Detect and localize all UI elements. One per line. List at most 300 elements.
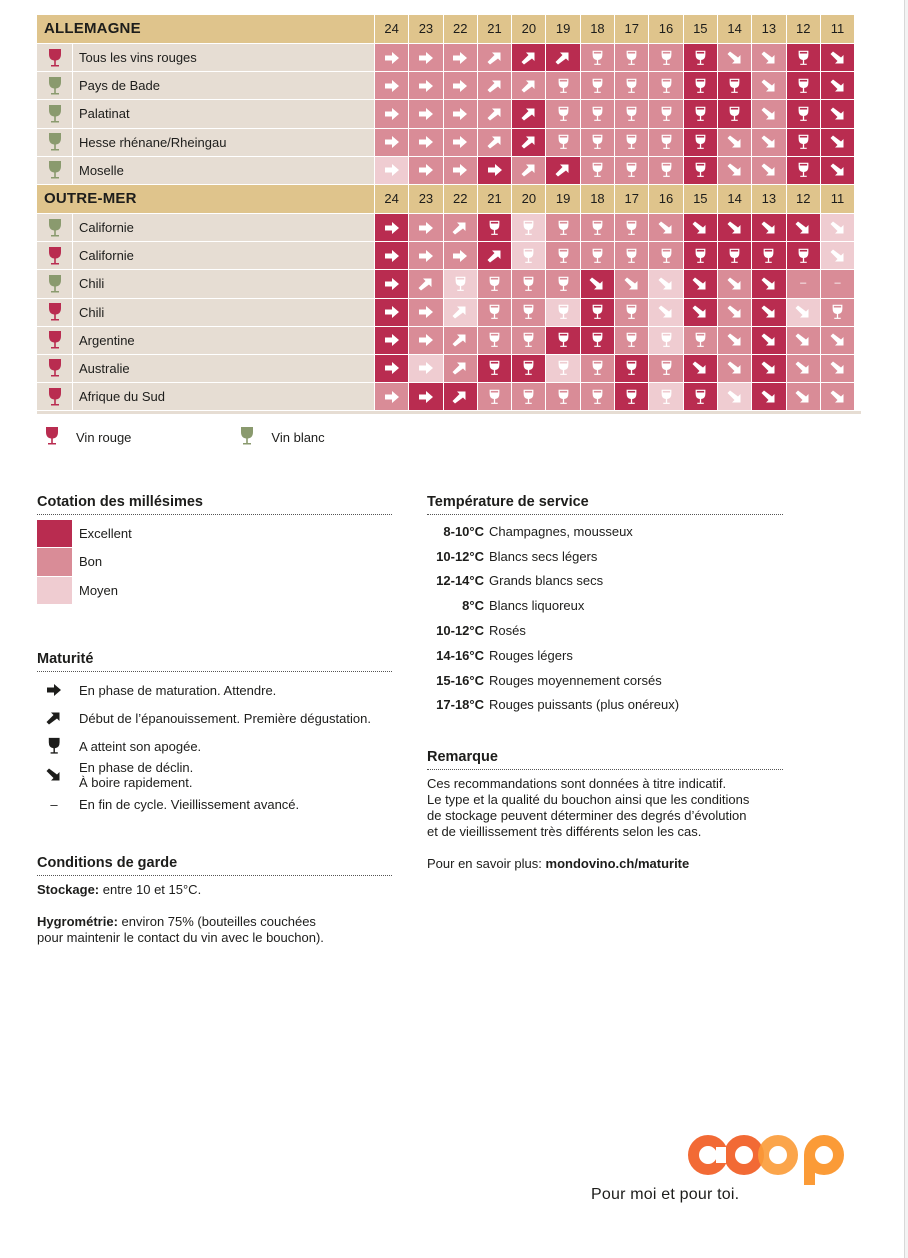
vintage-cell <box>718 72 751 99</box>
vintage-cell <box>409 383 442 410</box>
vintage-cell <box>787 214 820 241</box>
wine-glass-icon <box>625 133 638 151</box>
vintage-cell <box>718 100 751 127</box>
vintage-cell <box>409 157 442 184</box>
section-title: OUTRE-MER <box>37 185 374 213</box>
temperature-value: 10-12°C <box>436 623 484 639</box>
red-wine-glass-icon <box>44 426 60 449</box>
vintage-cell <box>444 100 477 127</box>
wine-glass-icon <box>488 303 501 321</box>
vintage-cell <box>581 383 614 410</box>
vintage-cell <box>581 72 614 99</box>
arrow-down-right-icon <box>657 275 675 293</box>
wine-glass-icon <box>797 77 810 95</box>
wine-glass-icon <box>557 275 570 293</box>
remarque-line: de stockage peuvent déterminer des degrés d’évolution <box>427 808 747 823</box>
vintage-cell <box>649 327 682 354</box>
vintage-cell <box>787 157 820 184</box>
legend-red-wine <box>44 426 131 449</box>
wine-glass-icon <box>694 77 707 95</box>
wine-glass-icon <box>557 77 570 95</box>
temperature-label: Rouges légers <box>489 647 573 663</box>
arrow-right-icon <box>417 247 435 265</box>
dash-icon: – <box>800 277 807 290</box>
maturite-item <box>37 676 392 704</box>
arrow-down-right-icon <box>760 49 778 67</box>
vintage-cell <box>615 129 648 156</box>
maturite-item <box>37 760 392 790</box>
vintage-cell <box>581 100 614 127</box>
wine-glass-icon <box>660 133 673 151</box>
vintage-cell <box>409 72 442 99</box>
year-header: 14 <box>718 185 751 213</box>
vintage-cell <box>375 214 408 241</box>
vintage-cell <box>478 214 511 241</box>
year-header: 23 <box>409 185 442 213</box>
table-row <box>37 100 861 127</box>
wine-glass-icon <box>557 331 570 349</box>
temperature-label: Rouges moyennement corsés <box>489 672 662 688</box>
region-name: Afrique du Sud <box>73 383 374 410</box>
vintage-cell <box>649 270 682 297</box>
legend-red-label: Vin rouge <box>76 430 132 445</box>
dash-icon: – <box>50 796 58 812</box>
temperature-item <box>427 618 783 643</box>
maturite-item <box>37 704 392 732</box>
arrow-down-right-icon <box>760 359 778 377</box>
arrow-down-right-icon <box>726 219 744 237</box>
temperature-label: Blancs liquoreux <box>489 598 585 614</box>
wine-glass-icon <box>557 388 570 406</box>
arrow-up-right-icon <box>486 49 504 67</box>
temperature-list <box>427 519 783 717</box>
arrow-down-right-icon <box>760 219 778 237</box>
temperature-label: Champagnes, mousseux <box>489 523 633 539</box>
vintage-cell <box>444 383 477 410</box>
wine-glass-icon <box>488 331 501 349</box>
vintage-cell <box>684 270 717 297</box>
year-header: 17 <box>615 15 648 43</box>
year-header: 16 <box>649 185 682 213</box>
wine-glass-icon <box>488 275 501 293</box>
year-header: 17 <box>615 185 648 213</box>
arrow-down-right-icon <box>760 388 778 406</box>
arrow-down-right-icon <box>794 359 812 377</box>
temperature-value: 8°C <box>462 598 484 614</box>
vintage-cell <box>512 72 545 99</box>
vintage-cell <box>821 129 854 156</box>
wine-glass-icon <box>660 388 673 406</box>
arrow-up-right-icon <box>417 275 435 293</box>
arrow-right-icon <box>451 161 469 179</box>
vintage-cell <box>375 72 408 99</box>
vintage-cell <box>546 270 579 297</box>
wine-glass-icon <box>591 219 604 237</box>
table-row <box>37 355 861 382</box>
vintage-cell <box>546 383 579 410</box>
arrow-down-right-icon <box>794 331 812 349</box>
vintage-cell <box>752 157 785 184</box>
year-header: 24 <box>375 185 408 213</box>
vintage-cell <box>684 383 717 410</box>
vintage-cell <box>512 44 545 71</box>
vintage-cell <box>444 270 477 297</box>
wine-glass-icon <box>797 133 810 151</box>
wine-glass-icon <box>522 275 535 293</box>
arrow-right-icon <box>451 105 469 123</box>
red-wine-glass-icon <box>37 327 72 354</box>
dash-icon: – <box>834 277 841 290</box>
wine-glass-icon <box>522 219 535 237</box>
arrow-up-right-icon <box>554 161 572 179</box>
vintage-cell <box>752 355 785 382</box>
vintage-cell <box>478 355 511 382</box>
wine-type-legend <box>44 426 365 449</box>
white-wine-glass-icon <box>37 157 72 184</box>
cotation-section <box>37 494 392 605</box>
mondovino-link[interactable]: mondovino.ch/maturite <box>545 856 690 871</box>
temperature-item <box>427 544 783 569</box>
vintage-cell <box>478 44 511 71</box>
arrow-up-right-icon <box>451 219 469 237</box>
arrow-right-icon <box>451 49 469 67</box>
vintage-cell <box>581 270 614 297</box>
arrow-up-right-icon <box>554 49 572 67</box>
white-wine-glass-icon <box>239 426 255 449</box>
rating-label: Moyen <box>79 582 119 598</box>
wine-glass-icon <box>694 49 707 67</box>
region-name: Tous les vins rouges <box>73 44 374 71</box>
vintage-cell <box>444 129 477 156</box>
arrow-up-right-icon <box>37 709 71 727</box>
temperature-label: Rouges puissants (plus onéreux) <box>489 697 680 713</box>
red-wine-glass-icon <box>37 383 72 410</box>
red-wine-glass-icon <box>37 299 72 326</box>
year-header: 11 <box>821 185 854 213</box>
vintage-cell <box>615 383 648 410</box>
arrow-right-icon <box>417 303 435 321</box>
vintage-cell <box>649 242 682 269</box>
vintage-cell <box>787 242 820 269</box>
wine-glass-icon <box>591 49 604 67</box>
vintage-cell <box>581 214 614 241</box>
region-name: Californie <box>73 214 374 241</box>
arrow-up-right-icon <box>486 105 504 123</box>
vintage-cell <box>752 299 785 326</box>
wine-glass-icon <box>625 219 638 237</box>
arrow-right-icon <box>417 359 435 377</box>
arrow-down-right-icon <box>657 219 675 237</box>
year-header: 21 <box>478 185 511 213</box>
wine-glass-icon <box>660 359 673 377</box>
temperature-item <box>427 569 783 594</box>
arrow-right-icon <box>417 77 435 95</box>
vintage-cell <box>546 72 579 99</box>
vintage-cell <box>684 100 717 127</box>
year-header: 18 <box>581 185 614 213</box>
wine-glass-icon <box>591 161 604 179</box>
wine-glass-icon <box>557 133 570 151</box>
table-row <box>37 242 861 269</box>
vintage-cell <box>718 383 751 410</box>
vintage-cell <box>409 100 442 127</box>
section-title: ALLEMAGNE <box>37 15 374 43</box>
table-row <box>37 157 861 184</box>
vintage-cell <box>821 299 854 326</box>
conditions-section <box>37 855 392 946</box>
vintage-cell <box>375 270 408 297</box>
vintage-cell <box>375 157 408 184</box>
year-header: 16 <box>649 15 682 43</box>
vintage-cell <box>821 242 854 269</box>
vintage-cell <box>512 214 545 241</box>
vintage-cell <box>581 327 614 354</box>
arrow-down-right-icon <box>829 49 847 67</box>
vintage-cell <box>684 355 717 382</box>
wine-glass-icon <box>591 133 604 151</box>
vintage-cell <box>684 44 717 71</box>
vintage-cell <box>546 44 579 71</box>
wine-glass-icon <box>37 737 71 755</box>
wine-glass-icon <box>625 49 638 67</box>
vintage-cell <box>615 72 648 99</box>
wine-glass-icon <box>728 105 741 123</box>
vintage-cell <box>615 299 648 326</box>
arrow-down-right-icon <box>691 219 709 237</box>
arrow-down-right-icon <box>829 161 847 179</box>
more-info-line: Pour en savoir plus: mondovino.ch/maturite <box>427 856 690 871</box>
wine-glass-icon <box>660 247 673 265</box>
wine-glass-icon <box>557 247 570 265</box>
vintage-cell <box>649 100 682 127</box>
year-header: 22 <box>444 185 477 213</box>
maturite-text: En phase de déclin. À boire rapidement. <box>79 760 194 790</box>
arrow-right-icon <box>451 77 469 95</box>
arrow-down-right-icon <box>760 303 778 321</box>
temperature-label: Blancs secs légers <box>489 548 598 564</box>
vintage-cell <box>752 72 785 99</box>
vintage-cell <box>718 157 751 184</box>
region-name: Chili <box>73 299 374 326</box>
cotation-title: Cotation des millésimes <box>37 494 392 515</box>
vintage-cell <box>375 327 408 354</box>
vintage-cell <box>684 72 717 99</box>
wine-glass-icon <box>625 331 638 349</box>
coop-logo <box>686 1133 861 1192</box>
table-row <box>37 44 861 71</box>
region-name: Argentine <box>73 327 374 354</box>
vintage-cell <box>444 242 477 269</box>
temperature-value: 15-16°C <box>436 672 484 688</box>
stockage-text: Stockage: entre 10 et 15°C. <box>37 882 202 897</box>
arrow-down-right-icon <box>691 303 709 321</box>
vintage-cell <box>375 242 408 269</box>
wine-glass-icon <box>591 359 604 377</box>
vintage-cell <box>787 129 820 156</box>
arrow-down-right-icon <box>760 133 778 151</box>
arrow-down-right-icon <box>726 303 744 321</box>
remarque-line: et de vieillissement très différents selon les cas. <box>427 824 702 839</box>
arrow-up-right-icon <box>520 133 538 151</box>
vintage-cell <box>684 157 717 184</box>
table-row <box>37 270 861 297</box>
arrow-down-right-icon <box>829 219 847 237</box>
section-header <box>37 15 861 43</box>
arrow-down-right-icon <box>829 388 847 406</box>
arrow-right-icon <box>383 247 401 265</box>
wine-glass-icon <box>625 359 638 377</box>
year-header: 20 <box>512 15 545 43</box>
remarque-title: Remarque <box>427 749 783 770</box>
vintage-cell <box>684 214 717 241</box>
arrow-right-icon <box>486 161 504 179</box>
vintage-cell <box>821 157 854 184</box>
rating-swatch <box>37 548 72 576</box>
vintage-cell <box>615 355 648 382</box>
arrow-right-icon <box>451 247 469 265</box>
legend-white-wine <box>239 426 324 449</box>
year-header: 23 <box>409 15 442 43</box>
wine-glass-icon <box>557 303 570 321</box>
vintage-cell <box>581 355 614 382</box>
wine-glass-icon <box>591 331 604 349</box>
arrow-down-right-icon <box>760 331 778 349</box>
vintage-cell <box>718 214 751 241</box>
wine-glass-icon <box>591 105 604 123</box>
wine-glass-icon <box>694 105 707 123</box>
arrow-down-right-icon <box>726 161 744 179</box>
vintage-cell <box>546 355 579 382</box>
arrow-down-right-icon <box>726 275 744 293</box>
wine-glass-icon <box>591 303 604 321</box>
remarque-text <box>427 776 783 840</box>
wine-glass-icon <box>660 161 673 179</box>
arrow-down-right-icon <box>794 219 812 237</box>
legend-white-label: Vin blanc <box>271 430 325 445</box>
vintage-cell <box>546 100 579 127</box>
wine-glass-icon <box>660 77 673 95</box>
vintage-cell <box>752 327 785 354</box>
vintage-cell <box>649 72 682 99</box>
arrow-right-icon <box>383 388 401 406</box>
vintage-cell <box>409 214 442 241</box>
vintage-cell <box>478 327 511 354</box>
temperature-item <box>427 593 783 618</box>
arrow-down-right-icon <box>829 133 847 151</box>
table-row <box>37 214 861 241</box>
vintage-cell <box>684 299 717 326</box>
temperature-value: 10-12°C <box>436 548 484 564</box>
vintage-cell <box>821 327 854 354</box>
rating-item <box>37 548 392 577</box>
year-header: 22 <box>444 15 477 43</box>
arrow-right-icon <box>383 275 401 293</box>
vintage-cell <box>409 242 442 269</box>
vintage-cell <box>478 129 511 156</box>
vintage-cell <box>581 129 614 156</box>
vintage-cell <box>581 299 614 326</box>
year-header: 24 <box>375 15 408 43</box>
vintage-cell <box>649 214 682 241</box>
vintage-cell <box>409 270 442 297</box>
arrow-down-right-icon <box>657 303 675 321</box>
temperature-item <box>427 519 783 544</box>
arrow-right-icon <box>383 303 401 321</box>
vintage-cell <box>375 355 408 382</box>
vintage-cell <box>752 242 785 269</box>
arrow-up-right-icon <box>451 331 469 349</box>
arrow-down-right-icon <box>691 275 709 293</box>
vintage-cell <box>409 44 442 71</box>
wine-glass-icon <box>625 161 638 179</box>
wine-glass-icon <box>694 331 707 349</box>
vintage-cell <box>649 383 682 410</box>
year-header: 21 <box>478 15 511 43</box>
vintage-cell <box>649 299 682 326</box>
arrow-right-icon <box>383 133 401 151</box>
wine-glass-icon <box>625 303 638 321</box>
red-wine-glass-icon <box>37 355 72 382</box>
vintage-cell <box>444 299 477 326</box>
wine-glass-icon <box>797 105 810 123</box>
vintage-cell <box>546 242 579 269</box>
temperature-title: Température de service <box>427 494 783 515</box>
vintage-cell <box>718 270 751 297</box>
arrow-right-icon <box>451 133 469 151</box>
wine-glass-icon <box>660 49 673 67</box>
arrow-up-right-icon <box>520 77 538 95</box>
arrow-up-right-icon <box>486 247 504 265</box>
arrow-up-right-icon <box>520 49 538 67</box>
arrow-right-icon <box>383 77 401 95</box>
temperature-label: Grands blancs secs <box>489 573 604 589</box>
arrow-down-right-icon <box>623 275 641 293</box>
vintage-cell <box>752 129 785 156</box>
vintage-cell <box>787 383 820 410</box>
vintage-cell <box>718 327 751 354</box>
arrow-down-right-icon <box>829 359 847 377</box>
wine-glass-icon <box>557 359 570 377</box>
wine-glass-icon <box>694 161 707 179</box>
year-header: 12 <box>787 15 820 43</box>
vintage-cell <box>615 157 648 184</box>
arrow-right-icon <box>417 133 435 151</box>
vintage-cell <box>444 214 477 241</box>
wine-glass-icon <box>591 388 604 406</box>
vintage-cell <box>375 44 408 71</box>
arrow-right-icon <box>383 219 401 237</box>
wine-glass-icon <box>831 303 844 321</box>
wine-glass-icon <box>522 331 535 349</box>
region-name: Palatinat <box>73 100 374 127</box>
white-wine-glass-icon <box>37 214 72 241</box>
arrow-right-icon <box>37 681 71 699</box>
maturite-section <box>37 651 392 818</box>
vintage-cell <box>581 242 614 269</box>
arrow-right-icon <box>383 359 401 377</box>
vintage-cell <box>478 270 511 297</box>
wine-glass-icon <box>454 275 467 293</box>
arrow-down-right-icon <box>829 105 847 123</box>
arrow-right-icon <box>417 49 435 67</box>
maturite-title: Maturité <box>37 651 392 672</box>
maturite-text: En phase de maturation. Attendre. <box>79 682 277 698</box>
arrow-up-right-icon <box>486 77 504 95</box>
arrow-right-icon <box>417 161 435 179</box>
wine-glass-icon <box>625 388 638 406</box>
vintage-cell <box>718 299 751 326</box>
arrow-down-right-icon <box>829 247 847 265</box>
